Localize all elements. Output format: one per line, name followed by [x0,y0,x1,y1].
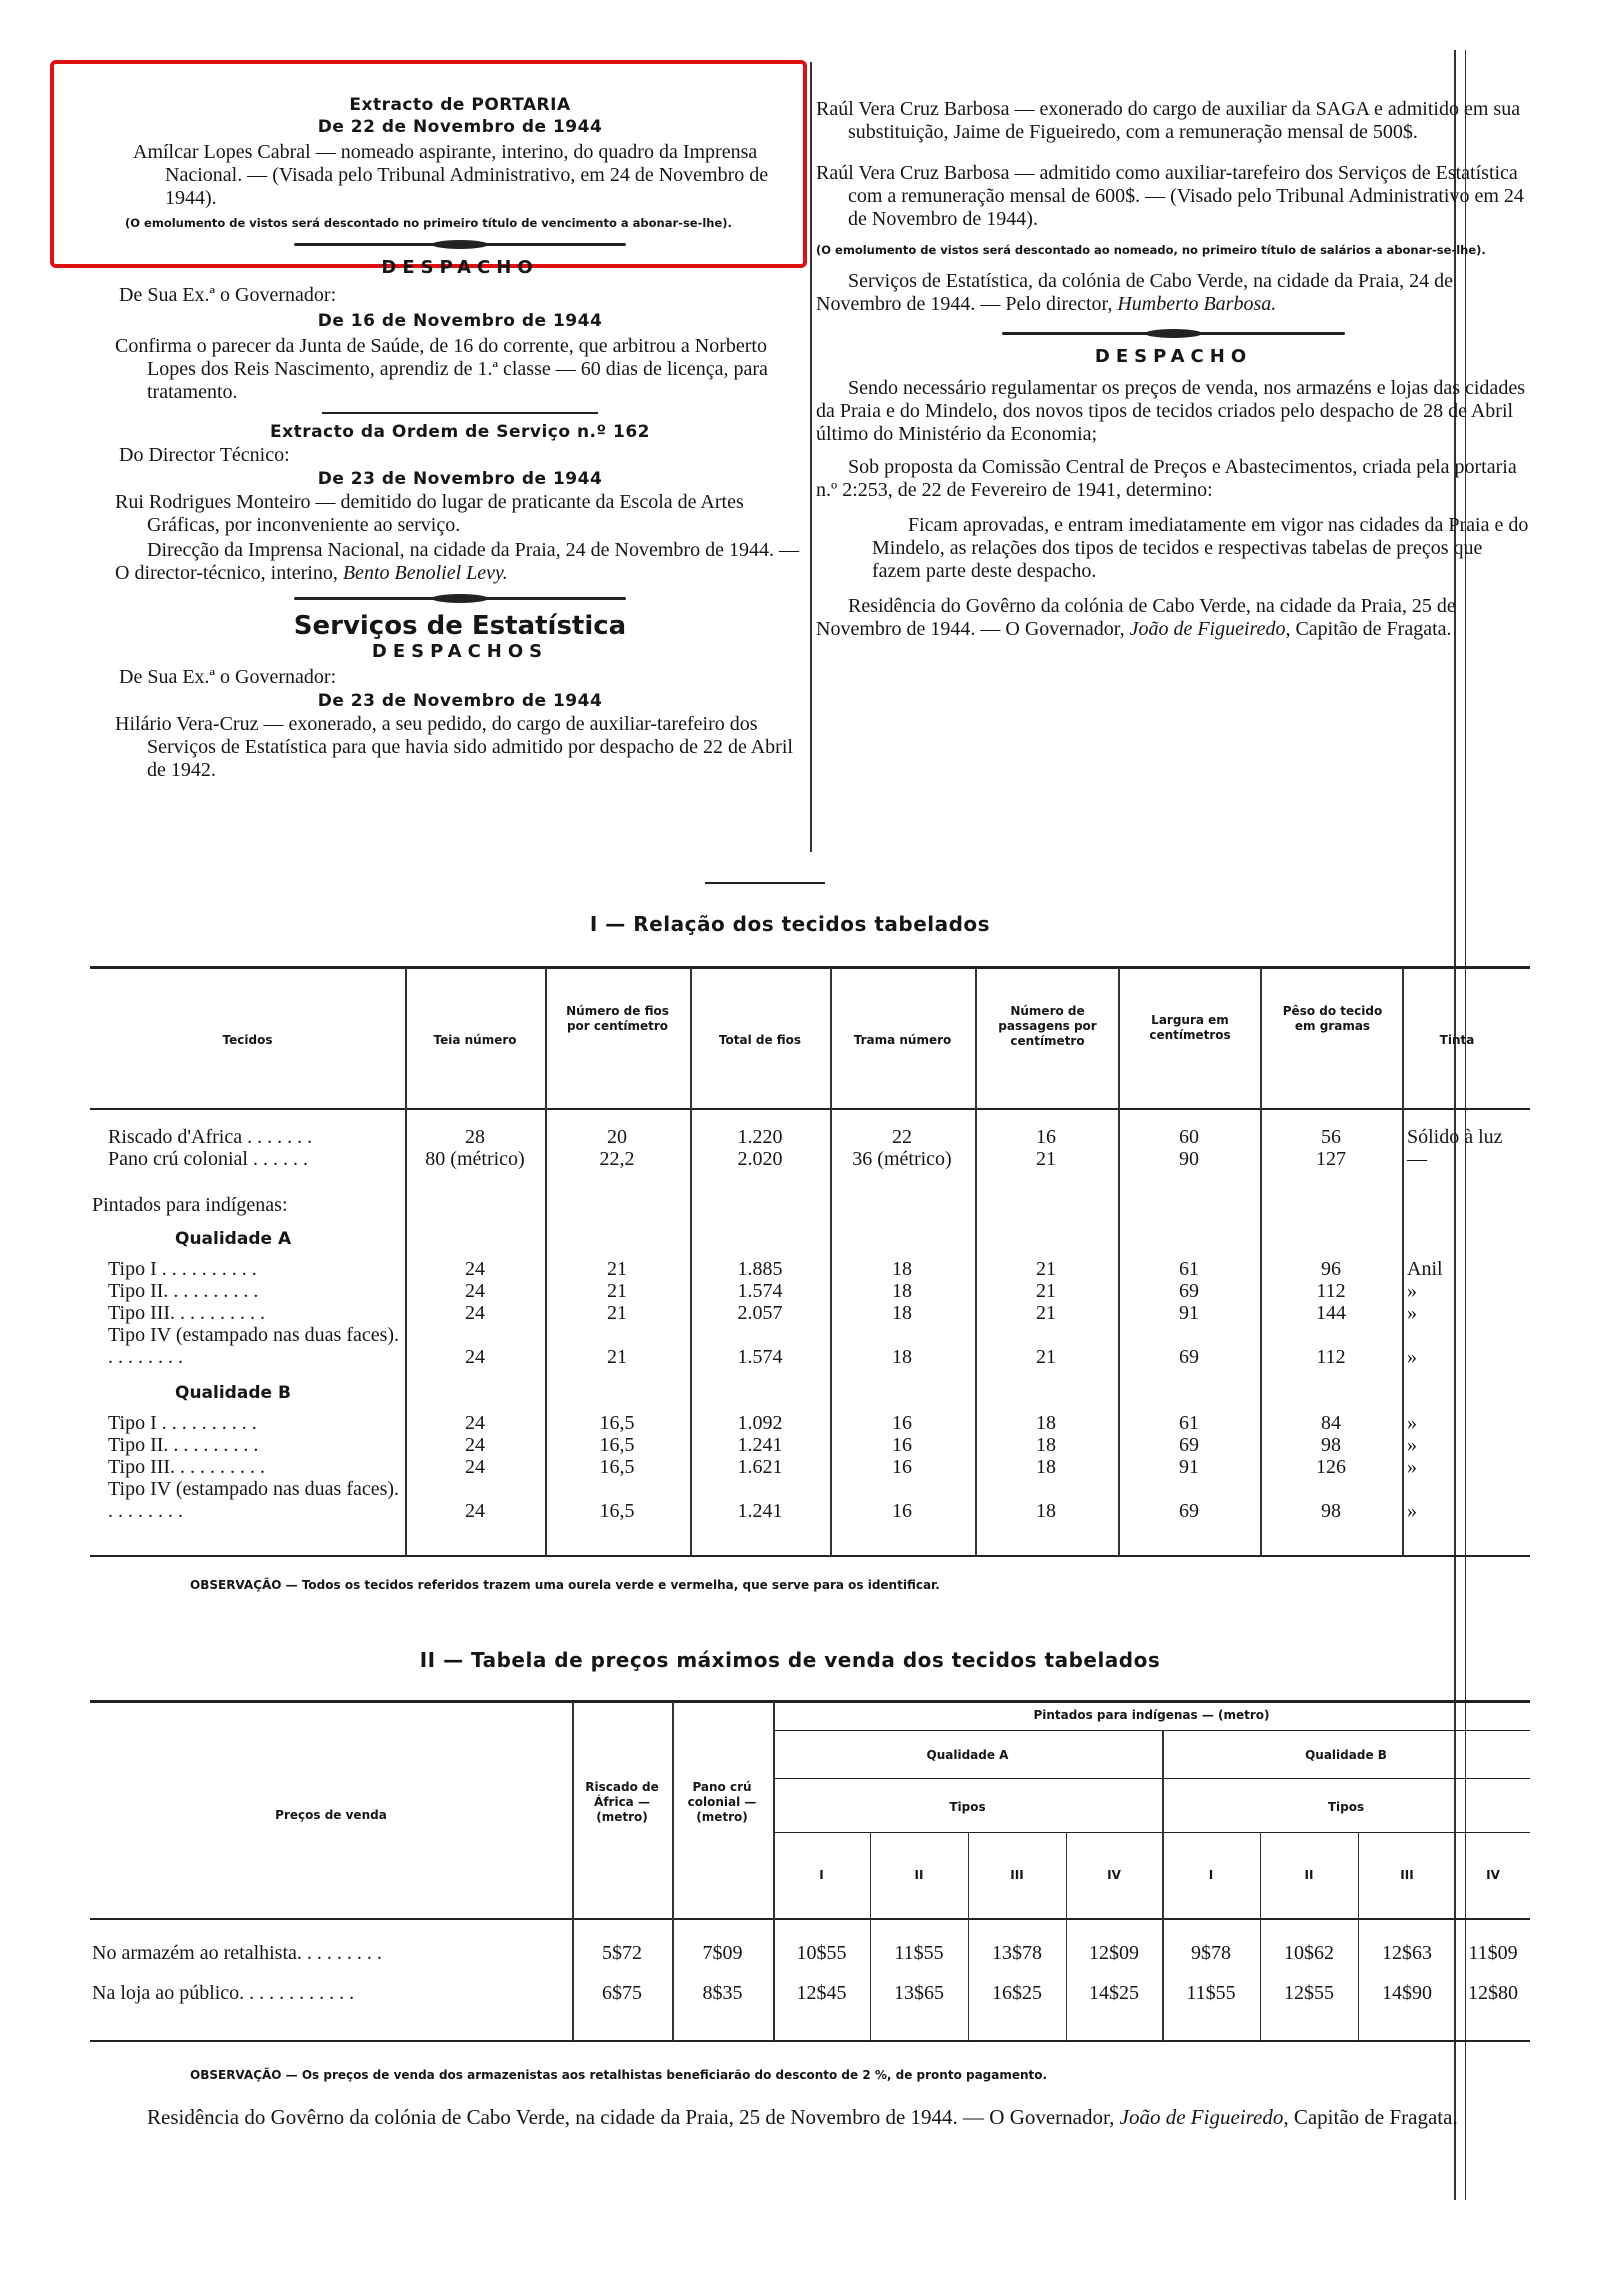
table2-cell: 8$35 [702,1982,743,2004]
ordem-title: Extracto da Ordem de Serviço n.º 162 [270,422,650,442]
table2-cell: 10$55 [796,1942,847,1964]
estatistica-title: Serviços de Estatística [293,611,627,641]
qualidade-b-label: Qualidade B [175,1383,291,1403]
table1-cell: 21 [1036,1148,1056,1170]
table1-obs: OBSERVAÇÃO — Todos os tecidos referidos trazem uma ourela verde e vermelha, que serve para os identificar. [190,1578,940,1592]
table2-cell: 7$09 [702,1942,743,1964]
t2-rule [773,1730,1530,1731]
separator [115,408,805,418]
right-despacho-title: DESPACHO [1094,346,1253,367]
table1-cell: 20 [607,1126,627,1148]
table1-cell: 16,5 [599,1412,635,1434]
table2-cell: 16$25 [992,1982,1042,2004]
right-sign-rank: Capitão de Fragata. [1295,618,1452,640]
t2-col-line [968,1832,969,2041]
section-divider [705,882,825,884]
table1-cell: Sólido à luz [1407,1126,1503,1148]
table2-cell: 6$75 [602,1982,642,2004]
table1-cell: 16 [892,1456,912,1478]
table1-cell: 24 [465,1302,485,1324]
table1-cell: 2.057 [737,1302,783,1324]
ordem-sign-name: Bento Benoliel Levy. [342,562,508,584]
table1-cell: 16,5 [599,1500,635,1522]
table1-cell: 21 [1036,1280,1056,1302]
table1-cell: 16 [892,1412,912,1434]
t2-head-tipo: III [1010,1868,1024,1882]
t2-rule [773,1778,1530,1779]
t2-head-pano: Pano crú colonial — (metro) [687,1780,757,1824]
table1-row-label: Tipo II. . . . . . . . . . [108,1434,259,1456]
estatistica [115,611,805,782]
table1-row-label: Tipo IV (estampado nas duas faces). . . . . . . . . [108,1324,400,1368]
estatistica-subtitle: DESPACHOS [371,641,549,662]
estatistica-from: De Sua Ex.ª o Governador: [119,666,337,688]
t2-head-tipo: IV [1107,1868,1121,1882]
table1-cell: 91 [1179,1456,1199,1478]
table1-cell: 1.574 [737,1346,783,1368]
despacho-1-date: De 16 de Novembro de 1944 [317,311,603,331]
ordem-sign-prefix: Direcção da Imprensa Nacional, na cidade da Praia, 24 de Novembro de 1944. — O director-técnico, interino, [115,539,799,584]
table1-cell: 18 [1036,1456,1056,1478]
table2-cell: 12$09 [1089,1942,1139,1964]
footer-signature [115,2104,1535,2130]
table1-cell: 96 [1321,1258,1341,1280]
estatistica-date: De 23 de Novembro de 1944 [317,691,603,711]
table1-cell: 21 [1036,1346,1056,1368]
table1-cell: Anil [1407,1258,1443,1280]
right-para-1: Raúl Vera Cruz Barbosa — exonerado do cargo de auxiliar da SAGA e admitido em sua substituição, Jaime de Figueiredo, com a remuneração mensal de 500$. [816,98,1521,143]
table2-cell: 10$62 [1284,1942,1334,1964]
table1-row-label: Tipo II. . . . . . . . . . [108,1280,259,1302]
extracto-portaria [115,95,805,231]
table1-cell: 18 [892,1346,912,1368]
table1-cell: 18 [1036,1434,1056,1456]
table2-cell: 9$78 [1191,1942,1231,1964]
t2-head-qa: Qualidade A [926,1748,1009,1762]
table2-top-rule [90,1700,1530,1703]
t1-head-largura: Largura em centímetros [1149,1013,1231,1042]
table1-row-label: Tipo I . . . . . . . . . . [108,1412,257,1434]
table1-cell: 98 [1321,1434,1341,1456]
portaria-title: Extracto de PORTARIA [349,95,571,115]
right-signature-2 [816,595,1531,641]
table1-cell: 18 [1036,1500,1056,1522]
right-sign-name: Humberto Barbosa. [1117,293,1277,315]
table1-cell: 144 [1316,1302,1346,1324]
t1-head-tecidos: Tecidos [222,1033,273,1047]
t2-head-precos: Preços de venda [275,1808,387,1822]
right-sign-prefix: Serviços de Estatística, da colónia de Cabo Verde, na cidade da Praia, 24 de Novembro de 1944. — Pelo director, [816,270,1453,315]
table1-cell: 69 [1179,1280,1199,1302]
t2-head-tipos-b: Tipos [1327,1800,1365,1814]
table2-row-label: No armazém ao retalhista. . . . . . . . . [92,1942,382,1964]
table1-cell: 69 [1179,1346,1199,1368]
table1-cell: 21 [607,1302,627,1324]
table1-cell: 22,2 [599,1148,635,1170]
t2-col-line [1260,1832,1261,2041]
t1-head-total: Total de fios [718,1033,802,1047]
qualidade-a-label: Qualidade A [175,1229,292,1249]
despacho-1-from: De Sua Ex.ª o Governador: [119,284,337,306]
table1-cell: 1.092 [737,1412,783,1434]
table1-cell: 21 [1036,1258,1056,1280]
t2-head-pintados: Pintados para indígenas — (metro) [1033,1708,1270,1722]
table2-cell: 12$45 [796,1982,847,2004]
table1-cell: 80 (métrico) [425,1148,525,1170]
t1-head-teia: Teia número [433,1033,517,1047]
table1-cell: 28 [465,1126,485,1148]
t2-head-tipo: II [914,1868,924,1882]
t1-head-tinta: Tinta [1439,1033,1475,1047]
ordem-from: Do Director Técnico: [119,444,290,466]
table1-cell: 24 [465,1258,485,1280]
table1-cell: 69 [1179,1500,1199,1522]
t2-head-tipo: I [819,1868,824,1882]
table1-cell: » [1407,1346,1417,1368]
table2-cell: 13$65 [894,1982,944,2004]
table1-top-rule [90,966,1530,969]
separator [115,591,805,605]
table1-cell: 24 [465,1412,485,1434]
right-note: (O emolumento de vistos será descontado ao nomeado, no primeiro título de salários a abonar-se-lhe). [816,243,1486,257]
ordem-signature [115,539,805,585]
table1-cell: 24 [465,1280,485,1302]
table2-cell: 14$25 [1089,1982,1139,2004]
table1-cell: 1.885 [737,1258,783,1280]
table2-header-rule [90,1918,1530,1920]
right-despacho-2: Sob proposta da Comissão Central de Preços e Abastecimentos, criada pela portaria n.º 2:253, de 22 de Fevereiro de 1941, determino: [816,456,1517,501]
table1-row-label: Tipo IV (estampado nas duas faces). . . . . . . . . [108,1478,400,1522]
right-sign-name-2: João de Figueiredo, [1129,618,1291,640]
t2-head-riscado: Riscado de África — (metro) [585,1780,659,1824]
table1-cell: » [1407,1412,1417,1434]
table1-cell: 16 [1036,1126,1056,1148]
table1-header-rule [90,1108,1530,1110]
table1-cell: 2.020 [737,1148,783,1170]
table1-cell: 18 [892,1280,912,1302]
portaria-date: De 22 de Novembro de 1944 [317,117,603,137]
table2-cell: 11$09 [1468,1942,1518,1964]
right-despacho-1: Sendo necessário regulamentar os preços de venda, nos armazéns e lojas das cidades da Praia e do Mindelo, dos novos tipos de tecidos criados pelo despacho de 28 de Abril último do Ministério da Economia; [816,377,1525,445]
table1-cell: 22 [892,1126,912,1148]
table2-cell: 11$55 [894,1942,944,1964]
t2-col-line [1358,1832,1359,2041]
left-column [115,95,805,782]
table2-row-label: Na loja ao público. . . . . . . . . . . . [92,1982,355,2004]
separator [115,237,805,251]
table1-cell: — [1407,1148,1427,1170]
table1-row-label: Tipo III. . . . . . . . . . [108,1302,266,1324]
table2-obs: OBSERVAÇÃO — Os preços de venda dos armazenistas aos retalhistas beneficiarão do desconto de 2 %, de pronto pagamento. [190,2068,1048,2082]
table1-cell: 24 [465,1346,485,1368]
footer-sign-prefix: Residência do Govêrno da colónia de Cabo Verde, na cidade da Praia, 25 de Novembro de 1944. — O Governador, [147,2105,1115,2129]
right-signature [816,270,1531,316]
t1-head-trama: Trama número [853,1033,952,1047]
table2-cell: 14$90 [1382,1982,1432,2004]
t1-head-fios: Número de fios por centímetro [566,1004,669,1033]
ordem-date: De 23 de Novembro de 1944 [317,469,603,489]
t2-head-tipo: I [1208,1868,1214,1882]
table2-cell: 12$63 [1382,1942,1432,1964]
table1-cell: 21 [607,1258,627,1280]
table1-cell: 36 (métrico) [852,1148,952,1170]
table1-cell: » [1407,1500,1417,1522]
table1-cell: 69 [1179,1434,1199,1456]
table1-cell: 60 [1179,1126,1199,1148]
table1-cell: » [1407,1456,1417,1478]
table1-cell: 1.220 [737,1126,783,1148]
portaria-text: Amílcar Lopes Cabral — nomeado aspirante, interino, do quadro da Imprensa Nacional. — (Visada pelo Tribunal Administrativo, em 24 de Novembro de 1944). [133,141,769,209]
table1-cell: 1.241 [737,1500,783,1522]
t2-rule [773,1832,1530,1833]
table1-cell: 112 [1316,1346,1346,1368]
table1-cell: 24 [465,1456,485,1478]
t2-head-tipo: IV [1486,1868,1500,1882]
pintados-label: Pintados para indígenas: [92,1194,288,1216]
portaria-note: (O emolumento de vistos será descontado no primeiro título de vencimento a abonar-se-lhe). [125,216,732,230]
table1-cell: 16,5 [599,1434,635,1456]
ordem-text: Rui Rodrigues Monteiro — demitido do lugar de praticante da Escola de Artes Gráficas, por inconveniente ao serviço. [115,491,744,536]
table1-cell: 16,5 [599,1456,635,1478]
table1-title: I — Relação dos tecidos tabelados [589,912,991,936]
table2-cell: 12$80 [1468,1982,1518,2004]
t2-head-tipo: II [1304,1868,1314,1882]
table1-cell: 21 [1036,1302,1056,1324]
table1-cell: 1.621 [737,1456,783,1478]
t1-head-passagens: Número de passagens por centímetro [998,1004,1097,1048]
table2-bottom-rule [90,2040,1530,2042]
table1-cell: 61 [1179,1258,1199,1280]
table1-cell: » [1407,1280,1417,1302]
table1-cell: 24 [465,1500,485,1522]
table1-cell: » [1407,1302,1417,1324]
table1-cell: 16 [892,1434,912,1456]
right-despacho-3: Ficam aprovadas, e entram imediatamente em vigor nas cidades da Praia e do Mindelo, as relações dos tipos de tecidos e respectivas tabelas de preços que fazem parte deste despacho. [872,514,1529,582]
table1-cell: 18 [892,1258,912,1280]
table2-cell: 13$78 [992,1942,1042,1964]
t1-head-peso: Pêso do tecido em gramas [1282,1004,1383,1033]
table2-cell: 11$55 [1186,1982,1236,2004]
table1-cell: 61 [1179,1412,1199,1434]
table1-cell: 84 [1321,1412,1341,1434]
table1-cell: 1.241 [737,1434,783,1456]
t2-col-line [1066,1832,1067,2041]
t2-col-line [870,1832,871,2041]
table1-cell: 112 [1316,1280,1346,1302]
t2-head-tipo: III [1400,1868,1414,1882]
estatistica-text: Hilário Vera-Cruz — exonerado, a seu pedido, do cargo de auxiliar-tarefeiro dos Serviços de Estatística para que havia sido admitido por despacho de 22 de Abril de 1942. [115,713,793,781]
t2-head-tipos-a: Tipos [949,1800,986,1814]
table1-row-label: Tipo III. . . . . . . . . . [108,1456,266,1478]
table1-cell: 126 [1316,1456,1346,1478]
table1-cell: 56 [1321,1126,1341,1148]
table1-cell: 91 [1179,1302,1199,1324]
table1-row-label: Pano crú colonial . . . . . . [108,1148,308,1170]
footer-rank: Capitão de Fragata. [1293,2105,1458,2129]
table1-cell: 1.574 [737,1280,783,1302]
table1-cell: 24 [465,1434,485,1456]
despacho-1 [115,257,805,404]
table1-cell: 18 [1036,1412,1056,1434]
table1-cell: 18 [892,1302,912,1324]
table1-row-label: Riscado d'Africa . . . . . . . [108,1126,313,1148]
right-sign-prefix-2: Residência do Govêrno da colónia de Cabo Verde, na cidade da Praia, 25 de Novembro de 1944. — O Governador, [816,595,1456,640]
table2-cell: 5$72 [602,1942,642,1964]
table1-cell: » [1407,1434,1417,1456]
table1-cell: 21 [607,1280,627,1302]
despacho-1-text: Confirma o parecer da Junta de Saúde, de 16 do corrente, que arbitrou a Norberto Lopes dos Reis Nascimento, aprendiz de 1.ª classe — 60 dias de licença, para tratamento. [115,335,768,403]
ordem-servico [115,422,805,585]
right-para-2: Raúl Vera Cruz Barbosa — admitido como auxiliar-tarefeiro dos Serviços de Estatística com a remuneração mensal de 600$. — (Visado pelo Tribunal Administrativo em 24 de Novembro de 1944). [816,162,1524,230]
column-divider [810,62,812,852]
table1-cell: 90 [1179,1148,1199,1170]
table1-row-label: Tipo I . . . . . . . . . . [108,1258,257,1280]
footer-text [115,2104,1535,2130]
footer-sign-name: João de Figueiredo, [1119,2105,1289,2129]
table1-cell: 98 [1321,1500,1341,1522]
separator [816,326,1531,340]
table1-cell: 21 [607,1346,627,1368]
t2-head-qb: Qualidade B [1305,1748,1387,1762]
despacho-1-title: DESPACHO [381,257,539,278]
table2-cell: 12$55 [1284,1982,1334,2004]
right-column [816,98,1531,641]
table1-cell: 16 [892,1500,912,1522]
table1-bottom-rule [90,1555,1530,1557]
table1-cell: 127 [1316,1148,1346,1170]
table2-title: II — Tabela de preços máximos de venda dos tecidos tabelados [419,1648,1161,1672]
